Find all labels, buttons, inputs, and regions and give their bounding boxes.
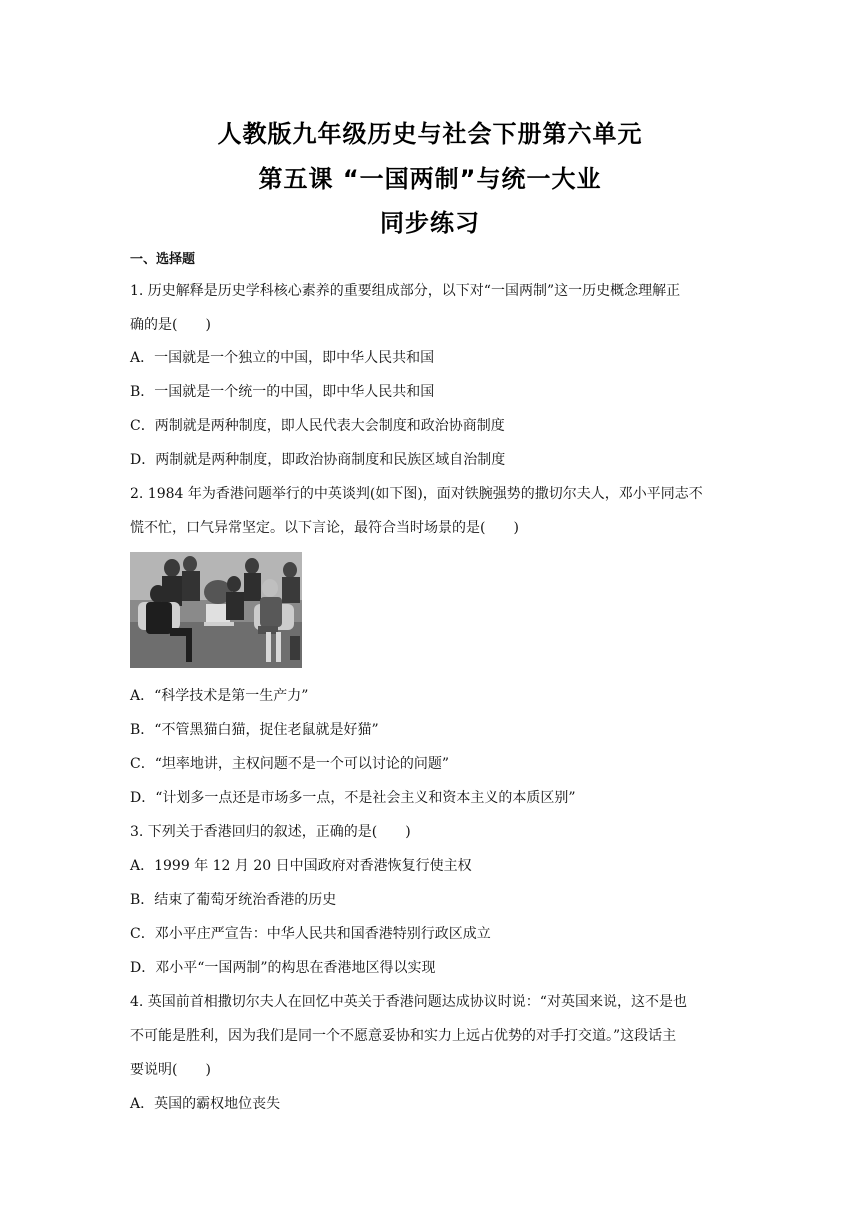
question-4-stem-line-3: 要说明( ) <box>130 1062 211 1078</box>
negotiation-photo <box>130 552 302 668</box>
question-2-option-c: C．“坦率地讲，主权问题不是一个可以讨论的问题” <box>130 756 450 772</box>
question-2-option-a: A．“科学技术是第一生产力” <box>130 688 309 704</box>
question-4-stem-line-1: 4. 英国前首相撒切尔夫人在回忆中英关于香港问题达成协议时说：“对英国来说，这不是也 <box>130 994 687 1010</box>
question-3-option-b: B．结束了葡萄牙统治香港的历史 <box>130 892 337 908</box>
question-1-option-a: A．一国就是一个独立的中国，即中华人民共和国 <box>130 350 435 366</box>
question-4-stem-line-2: 不可能是胜利，因为我们是同一个不愿意妥协和实力上远占优势的对手打交道。”这段话主 <box>130 1028 677 1044</box>
question-2-stem-line-1: 2. 1984 年为香港问题举行的中英谈判(如下图)，面对铁腕强势的撒切尔夫人，邓小平同志不 <box>130 486 703 502</box>
section-heading: 一、选择题 <box>130 252 196 267</box>
question-1-option-b: B．一国就是一个统一的中国，即中华人民共和国 <box>130 384 435 400</box>
question-1-option-d: D．两制就是两种制度，即政治协商制度和民族区域自治制度 <box>130 452 506 468</box>
lesson-title: 第五课 “一国两制”与统一大业 <box>258 165 602 193</box>
question-2-option-d: D．“计划多一点还是市场多一点，不是社会主义和资本主义的本质区别” <box>130 790 576 806</box>
question-1-stem-line-2: 确的是( ) <box>130 317 211 333</box>
question-3-option-c: C．邓小平庄严宣告：中华人民共和国香港特别行政区成立 <box>130 926 491 942</box>
question-1-stem-line-1: 1. 历史解释是历史学科核心素养的重要组成部分，以下对“一国两制”这一历史概念理解正 <box>130 283 681 299</box>
question-2-stem-line-2: 慌不忙，口气异常坚定。以下言论，最符合当时场景的是( ) <box>130 520 519 536</box>
exercise-title: 同步练习 <box>380 209 480 237</box>
question-2-option-b: B．“不管黑猫白猫，捉住老鼠就是好猫” <box>130 722 379 738</box>
question-3-option-d: D．邓小平“一国两制”的构思在香港地区得以实现 <box>130 960 436 976</box>
question-3-stem: 3. 下列关于香港回归的叙述，正确的是( ) <box>130 824 411 840</box>
question-1-option-c: C．两制就是两种制度，即人民代表大会制度和政治协商制度 <box>130 418 505 434</box>
document-title: 人教版九年级历史与社会下册第六单元 <box>217 120 643 148</box>
question-3-option-a: A．1999 年 12 月 20 日中国政府对香港恢复行使主权 <box>130 858 472 874</box>
question-4-option-a: A．英国的霸权地位丧失 <box>130 1096 281 1112</box>
